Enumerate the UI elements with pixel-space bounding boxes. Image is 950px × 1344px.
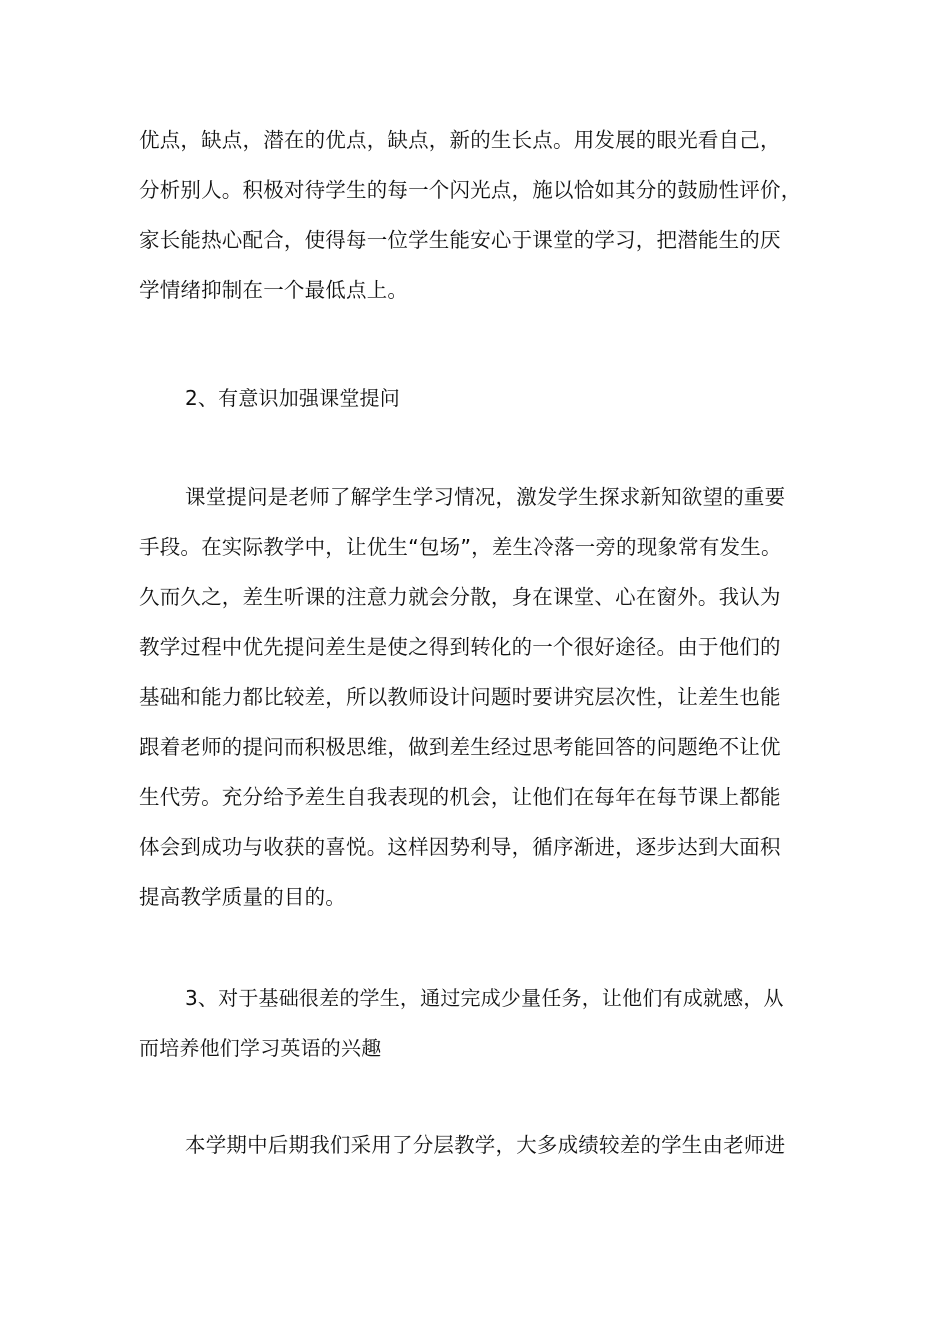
heading-line: 2、有意识加强课堂提问 bbox=[185, 386, 400, 410]
paragraph-line: 提高教学质量的目的。 bbox=[139, 885, 346, 909]
paragraph-line: 手段。在实际教学中，让优生“包场”，差生冷落一旁的现象常有发生。 bbox=[139, 535, 782, 559]
paragraph-line: 学情绪抑制在一个最低点上。 bbox=[139, 278, 409, 302]
paragraph-line: 教学过程中优先提问差生是使之得到转化的一个很好途径。由于他们的 bbox=[139, 635, 781, 659]
paragraph-3 bbox=[139, 1120, 819, 1170]
section-heading-3 bbox=[139, 973, 819, 1073]
paragraph-line: 家长能热心配合，使得每一位学生能安心于课堂的学习，把潜能生的厌 bbox=[139, 228, 781, 252]
paragraph-line: 久而久之，差生听课的注意力就会分散，身在课堂、心在窗外。我认为 bbox=[139, 585, 781, 609]
paragraph-line: 基础和能力都比较差，所以教师设计问题时要讲究层次性，让差生也能 bbox=[139, 685, 781, 709]
section-heading-2 bbox=[139, 373, 819, 423]
paragraph-line: 跟着老师的提问而积极思维，做到差生经过思考能回答的问题绝不让优 bbox=[139, 735, 781, 759]
paragraph-line: 优点，缺点，潜在的优点，缺点，新的生长点。用发展的眼光看自己， bbox=[139, 128, 781, 152]
heading-line: 而培养他们学习英语的兴趣 bbox=[139, 1036, 382, 1060]
paragraph-line: 生代劳。充分给予差生自我表现的机会，让他们在每年在每节课上都能 bbox=[139, 785, 781, 809]
paragraph-1 bbox=[139, 115, 819, 315]
paragraph-line: 分析别人。积极对待学生的每一个闪光点，施以恰如其分的鼓励性评价， bbox=[139, 178, 802, 202]
paragraph-line: 本学期中后期我们采用了分层教学，大多成绩较差的学生由老师进 bbox=[185, 1133, 786, 1157]
heading-line: 3、对于基础很差的学生，通过完成少量任务，让他们有成就感，从 bbox=[185, 986, 784, 1010]
paragraph-line: 课堂提问是老师了解学生学习情况，激发学生探求新知欲望的重要 bbox=[185, 485, 786, 509]
paragraph-2 bbox=[139, 472, 819, 922]
paragraph-line: 体会到成功与收获的喜悦。这样因势利导，循序渐进，逐步达到大面积 bbox=[139, 835, 781, 859]
